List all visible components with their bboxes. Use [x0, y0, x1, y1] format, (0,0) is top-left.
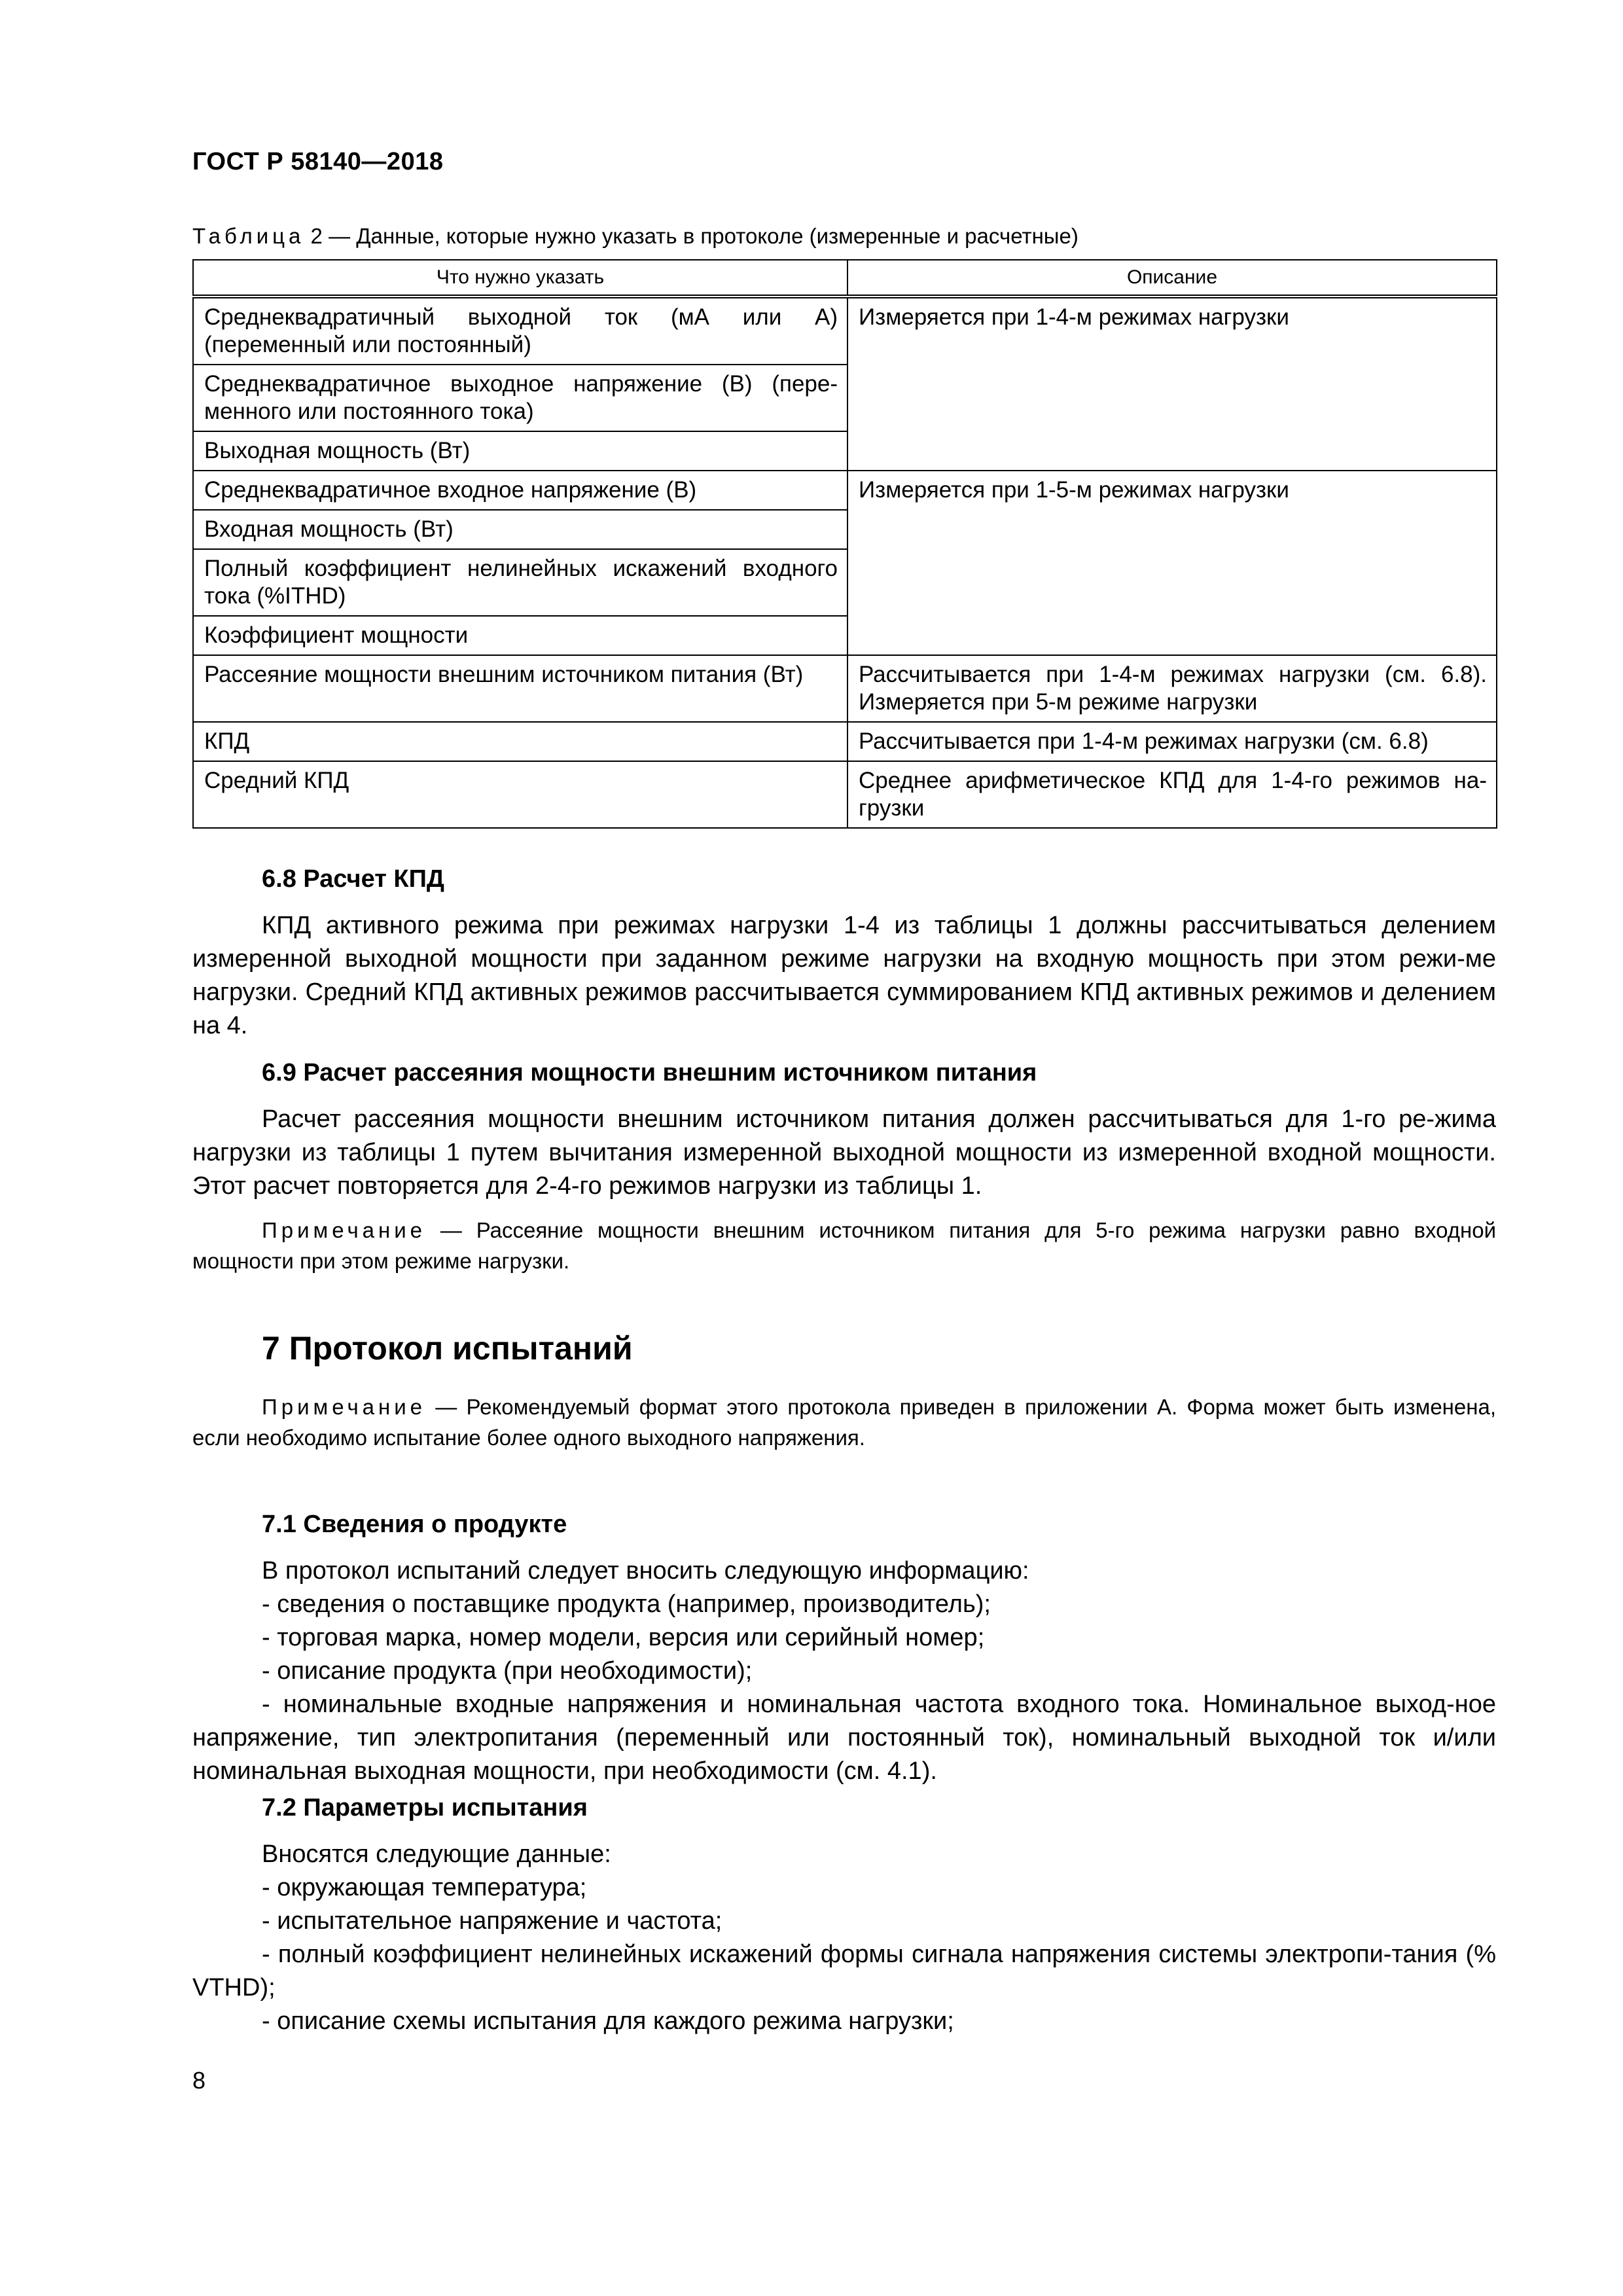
table-caption: [192, 224, 1079, 249]
list-item: - сведения о поставщике продукта (например, производитель);: [262, 1590, 991, 1618]
section-7-2: [192, 1791, 1496, 2038]
section-7-1: [192, 1508, 1496, 1788]
table-row: [193, 296, 1497, 365]
page-number: 8: [192, 2067, 206, 2094]
table-row: [193, 655, 1497, 722]
list-item: - испытательное напряжение и частота;: [262, 1907, 722, 1935]
section-6-9-note: [192, 1215, 1496, 1276]
section-6-8-heading: 6.8 Расчет КПД: [262, 865, 444, 893]
table-row: [193, 722, 1497, 761]
table-row: [193, 761, 1497, 828]
table-header-row: [193, 260, 1497, 296]
list-item: - торговая марка, номер модели, версия или серийный номер;: [262, 1624, 985, 1651]
table-cell-item: Коэффициент мощности: [193, 616, 847, 655]
list-item: - окружающая температура;: [262, 1874, 587, 1901]
list-item: - полный коэффициент нелинейных искажений формы сигнала напряжения системы электропи-тания (% VTHD);: [192, 1941, 1496, 2001]
column-header-what: Что нужно указать: [193, 260, 847, 296]
section-6-8: [192, 863, 1496, 1043]
note-text: — Рассеяние мощности внешним источником питания для 5-го режима нагрузки равно входной мощности при этом режиме нагрузки.: [192, 1218, 1496, 1273]
section-7-2-heading: 7.2 Параметры испытания: [262, 1794, 588, 1821]
section-6-8-paragraph: КПД активного режима при режимах нагрузки 1-4 из таблицы 1 должны рассчитываться делением измеренной выходной мощности при заданном режиме нагрузки на входную мощность при этом режи-ме нагрузки. Средний КПД активных режимов рассчитывается суммированием КПД активных режимов и делением на 4.: [192, 912, 1496, 1039]
table-cell-item: КПД: [193, 722, 847, 761]
section-7-heading: 7 Протокол испытаний: [262, 1330, 633, 1367]
table-cell-item: Входная мощность (Вт): [193, 510, 847, 549]
table-cell-item: Среднеквадратичный выходной ток (мА или А) (переменный или постоянный): [193, 296, 847, 365]
table-cell-item: Рассеяние мощности внешним источником питания (Вт): [193, 655, 847, 722]
table-cell-item: Среднеквадратичное выходное напряжение (В) (пере-менного или постоянного тока): [193, 365, 847, 431]
table-cell-description: Среднее арифметическое КПД для 1-4-го режимов на-грузки: [847, 761, 1497, 828]
section-7-1-intro: В протокол испытаний следует вносить следующую информацию:: [262, 1557, 1029, 1585]
note-text: — Рекомендуемый формат этого протокола приведен в приложении А. Форма может быть изменена, если необходимо испытание более одного выходного напряжения.: [192, 1395, 1496, 1450]
table-caption-label: Таблица: [192, 224, 305, 248]
note-label: Примечание: [262, 1395, 427, 1419]
table-cell-item: Средний КПД: [193, 761, 847, 828]
standard-header: ГОСТ Р 58140—2018: [192, 148, 444, 175]
section-7-1-heading: 7.1 Сведения о продукте: [262, 1511, 567, 1538]
table-cell-description: Измеряется при 1-5-м режимах нагрузки: [847, 471, 1497, 655]
table-cell-description: Рассчитывается при 1-4-м режимах нагрузки (см. 6.8): [847, 722, 1497, 761]
column-header-description: Описание: [847, 260, 1497, 296]
table-cell-item: Выходная мощность (Вт): [193, 431, 847, 471]
table-cell-description: Рассчитывается при 1-4-м режимах нагрузки (см. 6.8). Измеряется при 5-м режиме нагрузки: [847, 655, 1497, 722]
table-caption-text: 2 — Данные, которые нужно указать в протоколе (измеренные и расчетные): [304, 224, 1079, 248]
list-item: - описание продукта (при необходимости);: [262, 1657, 753, 1685]
data-table: [192, 259, 1497, 829]
section-7: [192, 1332, 1496, 1453]
table-cell-description: Измеряется при 1-4-м режимах нагрузки: [847, 296, 1497, 471]
section-6-9-heading: 6.9 Расчет рассеяния мощности внешним источником питания: [262, 1059, 1037, 1086]
table-row: [193, 471, 1497, 510]
section-6-9-paragraph: Расчет рассеяния мощности внешним источником питания должен рассчитываться для 1-го ре-жима нагрузки из таблицы 1 путем вычитания измеренной выходной мощности из измеренной входной мощности. Этот расчет повторяется для 2-4-го режимов нагрузки из таблицы 1.: [192, 1105, 1496, 1200]
table-cell-item: Полный коэффициент нелинейных искажений входного тока (%ITHD): [193, 549, 847, 616]
list-item: - описание схемы испытания для каждого режима нагрузки;: [262, 2007, 954, 2035]
section-6-9: [192, 1056, 1496, 1276]
note-label: Примечание: [262, 1218, 427, 1242]
list-item: - номинальные входные напряжения и номинальная частота входного тока. Номинальное выход-ное напряжение, тип электропитания (переменный или постоянный ток), номинальный выходной ток и/или номинальная выходная мощности, при необходимости (см. 4.1).: [192, 1691, 1496, 1785]
table-cell-item: Среднеквадратичное входное напряжение (В): [193, 471, 847, 510]
section-7-note: [192, 1391, 1496, 1453]
section-7-2-intro: Вносятся следующие данные:: [262, 1840, 611, 1868]
